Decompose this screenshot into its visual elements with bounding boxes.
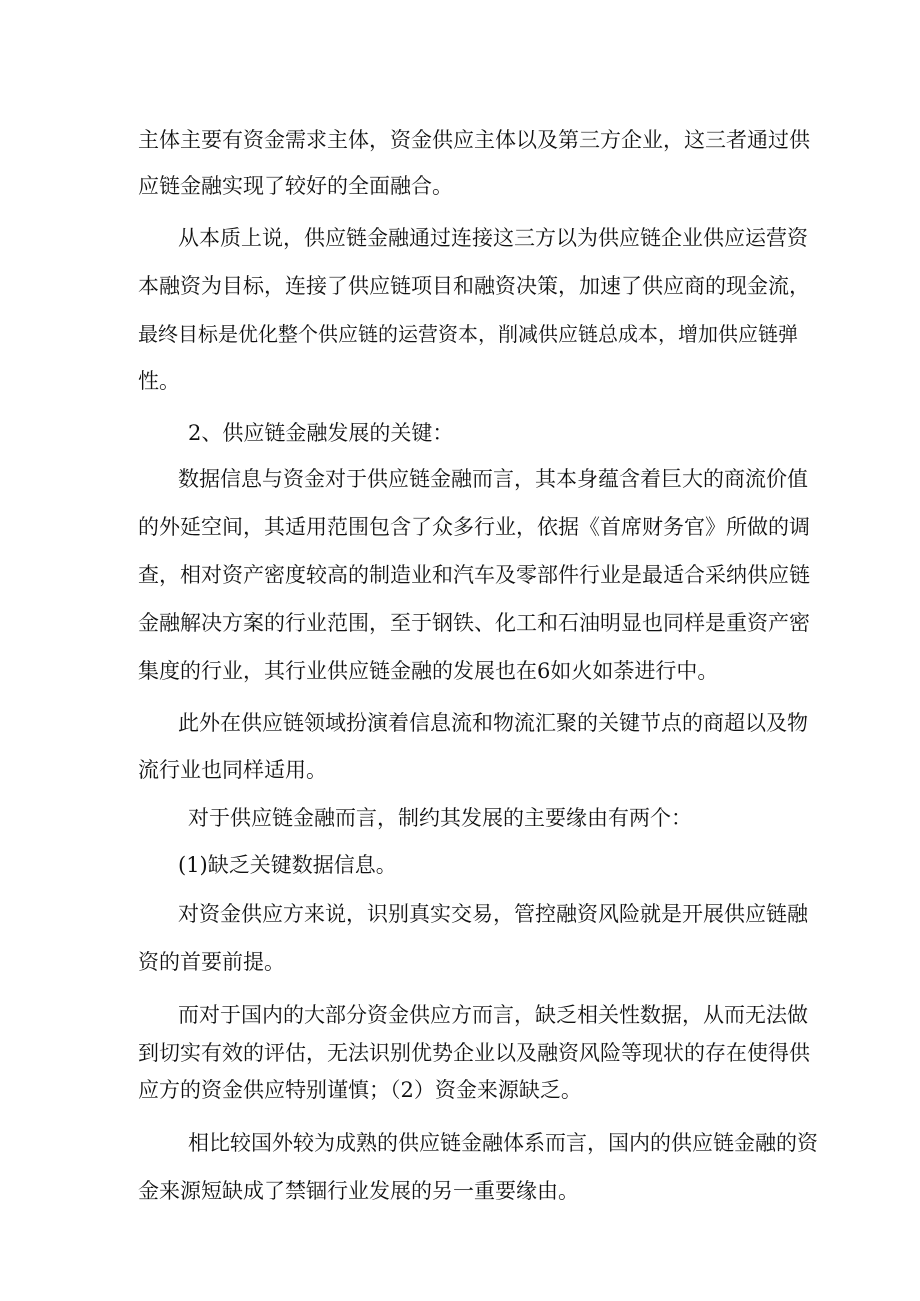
text-line: 查，相对资产密度较高的制造业和汽车及零部件行业是最适合采纳供应链 <box>138 563 810 587</box>
section-heading: 2、供应链金融发展的关键： <box>188 421 454 445</box>
text-line: 应链金融实现了较好的全面融合。 <box>138 174 453 198</box>
text-line: 流行业也同样适用。 <box>138 758 327 782</box>
text-line: 应方的资金供应特别谨慎；（2）资金来源缺乏。 <box>138 1078 582 1102</box>
text-line: 对资金供应方来说，识别真实交易，管控融资风险就是开展供应链融 <box>178 902 808 926</box>
text-line: 最终目标是优化整个供应链的运营资本，削减供应链总成本，增加供应链弹 <box>138 322 798 346</box>
text-line: 资的首要前提。 <box>138 950 285 974</box>
text-line: 本融资为目标，连接了供应链项目和融资决策，加速了供应商的现金流， <box>138 274 810 298</box>
text-line: 金来源短缺成了禁锢行业发展的另一重要缘由。 <box>138 1179 579 1203</box>
text-line: 数据信息与资金对于供应链金融而言，其本身蕴含着巨大的商流价值 <box>178 467 808 491</box>
list-item: (1)缺乏关键数据信息。 <box>178 853 397 877</box>
text-line: 从本质上说，供应链金融通过连接这三方以为供应链企业供应运营资 <box>178 226 808 250</box>
text-line: 金融解决方案的行业范围，至于钢铁、化工和石油明显也同样是重资产密 <box>138 611 810 635</box>
text-line: 此外在供应链领域扮演着信息流和物流汇聚的关键节点的商超以及物 <box>178 711 808 735</box>
text-line: 的外延空间，其适用范围包含了众多行业，依据《首席财务官》所做的调 <box>138 515 810 539</box>
text-line: 性。 <box>138 369 180 393</box>
text-line: 相比较国外较为成熟的供应链金融体系而言，国内的供应链金融的资 <box>188 1131 818 1155</box>
text-line: 对于供应链金融而言，制约其发展的主要缘由有两个： <box>188 806 692 830</box>
text-line: 到切实有效的评估，无法识别优势企业以及融资风险等现状的存在使得供 <box>138 1041 810 1065</box>
text-line: 主体主要有资金需求主体，资金供应主体以及第三方企业，这三者通过供 <box>138 128 810 152</box>
text-line: 集度的行业，其行业供应链金融的发展也在6如火如荼进行中。 <box>138 659 719 683</box>
text-line: 而对于国内的大部分资金供应方而言，缺乏相关性数据，从而无法做 <box>178 1003 808 1027</box>
